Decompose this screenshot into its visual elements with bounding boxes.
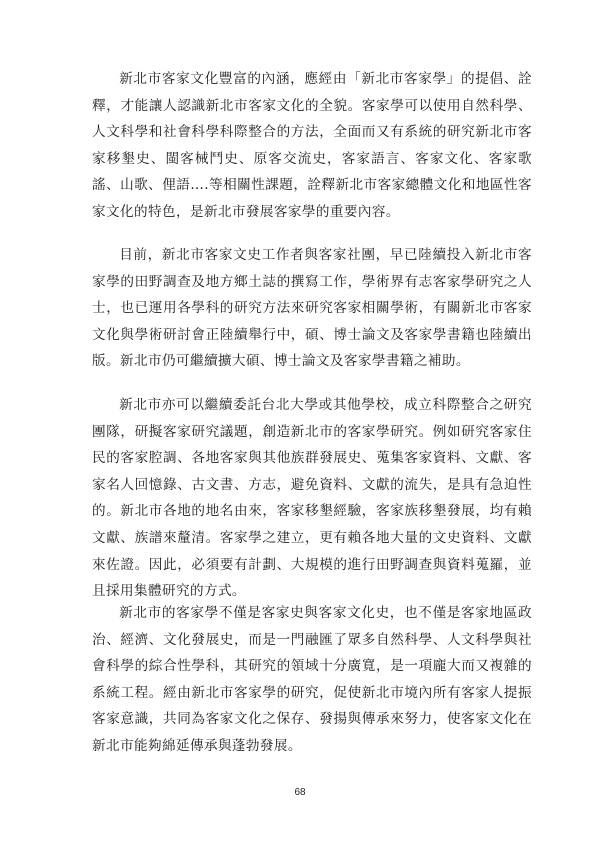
paragraph-3: 新北市亦可以繼續委託台北大學或其他學校，成立科際整合之研究團隊，研擬客家研究議題，創造新北市的客家學研究。例如研究客家住民的客家腔調、各地客家與其他族群發展史、蒐集客家資料、文獻、客家名人回憶錄、古文書、方志，避免資料、文獻的流失，是具有急迫性的。新北市各地的地名由來，客家移墾經驗，客家族移墾發展，均有賴文獻、族譜來釐清。客家學之建立，更有賴各地大量的文史資料、文獻來佐證。因此，必須要有計劃、大規模的進行田野調查與資料蒐羅，並且採用集體研究的方式。: [92, 397, 532, 600]
page-number: 68: [294, 787, 306, 798]
paragraph-4: 新北市的客家學不僅是客家史與客家文化史，也不僅是客家地區政治、經濟、文化發展史，而是一門融匯了眾多自然科學、人文科學與社會科學的綜合性學科，其研究的領域十分廣寬，是一項龐大而又複雜的系統工程。經由新北市客家學的研究，促使新北市境內所有客家人提振客家意識，共同為客家文化之保存、發揚與傳承來努力，使客家文化在新北市能夠綿延傳承與蓬勃發展。: [92, 605, 532, 754]
paragraph-1: 新北市客家文化豐富的內涵，應經由「新北市客家學」的提倡、詮釋，才能讓人認識新北市客家文化的全貌。客家學可以使用自然科學、人文科學和社會科學科際整合的方法，全面而又有系統的研究新北市客家移墾史、閩客械鬥史、原客交流史，客家語言、客家文化、客家歌謠、山歌、俚語….等相關性課題，詮釋新北市客家總體文化和地區性客家文化的特色，是新北市發展客家學的重要內容。: [92, 71, 532, 220]
paragraph-2: 目前，新北市客家文史工作者與客家社團，早已陸續投入新北市客家學的田野調查及地方鄉土誌的撰寫工作，學術界有志客家學研究之人士，也已運用各學科的研究方法來研究客家相關學術，有關新北市客家文化與學術研討會正陸續舉行中，碩、博士論文及客家學書籍也陸續出版。新北市仍可繼續擴大碩、博士論文及客家學書籍之補助。: [92, 247, 532, 370]
